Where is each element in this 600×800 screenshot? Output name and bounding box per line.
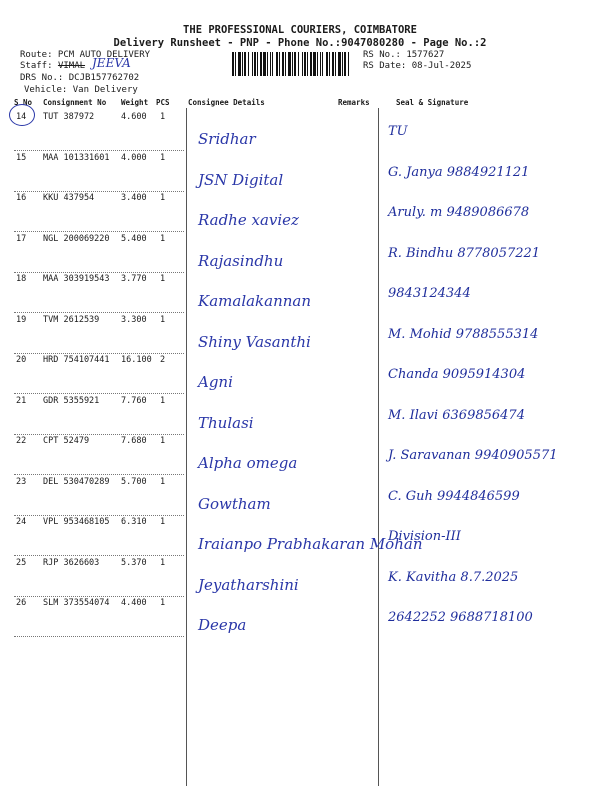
- col-header-consignee: Consignee Details: [188, 98, 265, 107]
- barcode-bar: [254, 52, 256, 76]
- cell-weight: 5.400: [121, 233, 147, 244]
- cell-weight: 4.600: [121, 112, 147, 122]
- col-header-weight: Weight: [121, 98, 149, 107]
- barcode-bar: [329, 52, 330, 76]
- row-separator: [14, 434, 184, 435]
- cell-pcs: 1: [160, 476, 166, 487]
- col-header-consignment: Consignment No: [43, 98, 107, 107]
- cell-consignment: NGL 200069220: [43, 233, 110, 244]
- signature-handwritten: Chanda 9095914304: [388, 367, 526, 382]
- signature-handwritten: C. Guh 9944846599: [388, 488, 520, 504]
- cell-sno: 22: [16, 436, 27, 446]
- cell-weight: 7.760: [121, 395, 147, 406]
- cell-consignment: GDR 5355921: [43, 395, 100, 406]
- cell-sno: 17: [16, 233, 27, 244]
- barcode-bar: [282, 52, 284, 76]
- barcode-bar: [238, 52, 241, 76]
- table-row: [0, 112, 600, 126]
- barcode-bar: [304, 52, 306, 76]
- signature-handwritten: K. Kavitha 8.7.2025: [388, 569, 519, 585]
- cell-pcs: 1: [160, 274, 166, 284]
- cell-sno: 20: [16, 355, 27, 365]
- cell-weight: 3.400: [121, 193, 147, 203]
- signature-handwritten: M. Ilavi 6369856474: [388, 407, 525, 423]
- barcode-bar: [242, 52, 243, 76]
- barcode-bar: [326, 52, 328, 76]
- barcode-bar: [310, 52, 312, 76]
- barcode-bar: [338, 52, 341, 76]
- cell-weight: 3.300: [121, 314, 147, 325]
- cell-weight: 3.770: [121, 274, 147, 284]
- barcode: [232, 52, 352, 76]
- barcode-bar: [257, 52, 258, 76]
- page-subtitle: Delivery Runsheet - PNP - Phone No.:9047080280 - Page No.:2: [113, 37, 487, 49]
- row-separator: [14, 353, 184, 354]
- consignee-handwritten: Iraianpo Prabhakaran Mohan: [198, 535, 423, 553]
- cell-pcs: 1: [160, 233, 166, 244]
- consignee-handwritten: JSN Digital: [198, 170, 284, 189]
- row-separator: [14, 191, 184, 192]
- col-header-sno: S No: [14, 98, 33, 107]
- col-header-remarks: Remarks: [338, 98, 370, 107]
- barcode-bar: [252, 52, 253, 76]
- cell-consignment: TVM 2612539: [43, 314, 100, 325]
- cell-sno: 18: [16, 274, 27, 284]
- barcode-bar: [335, 52, 336, 76]
- cell-sno: 14: [16, 112, 27, 122]
- consignee-handwritten: Jeyatharshini: [198, 575, 299, 594]
- barcode-bar: [348, 52, 349, 76]
- consignee-handwritten: Deepa: [198, 616, 247, 634]
- consignee-handwritten: Gowtham: [198, 494, 271, 513]
- cell-pcs: 1: [160, 436, 166, 446]
- consignee-handwritten: Sridhar: [198, 130, 256, 148]
- cell-pcs: 1: [160, 112, 166, 122]
- table-row: [0, 274, 600, 288]
- row-separator: [14, 515, 184, 516]
- barcode-bar: [302, 52, 303, 76]
- barcode-bar: [342, 52, 343, 76]
- cell-pcs: 1: [160, 598, 166, 608]
- row-separator: [14, 231, 184, 232]
- barcode-bar: [248, 52, 249, 76]
- cell-weight: 6.310: [121, 517, 147, 527]
- col-header-seal-signature: Seal & Signature: [396, 98, 469, 107]
- rs-date: RS Date: 08-Jul-2025: [363, 61, 472, 71]
- cell-sno: 25: [16, 557, 27, 568]
- barcode-bar: [272, 52, 273, 76]
- signature-handwritten: Division-III: [388, 529, 461, 544]
- cell-sno: 23: [16, 476, 27, 487]
- cell-weight: 4.400: [121, 598, 147, 608]
- staff-label: Staff:: [20, 61, 53, 71]
- cell-consignment: DEL 530470289: [43, 476, 110, 487]
- row-separator: [14, 150, 184, 151]
- barcode-bar: [298, 52, 299, 76]
- staff-handwritten-name: JEEVA: [92, 56, 131, 70]
- cell-consignment: VPL 953468105: [43, 517, 110, 527]
- barcode-bar: [267, 52, 268, 76]
- staff-struck-name: VIMAL: [57, 61, 86, 71]
- barcode-bar: [320, 52, 321, 76]
- cell-weight: 16.100: [121, 355, 152, 365]
- cell-sno: 21: [16, 395, 27, 406]
- signature-handwritten: TU: [388, 124, 408, 139]
- barcode-bar: [294, 52, 296, 76]
- consignee-handwritten: Rajasindhu: [198, 251, 284, 270]
- cell-pcs: 1: [160, 557, 166, 568]
- barcode-bar: [322, 52, 323, 76]
- barcode-bar: [260, 52, 262, 76]
- cell-pcs: 1: [160, 152, 166, 163]
- table-row: [0, 517, 600, 531]
- cell-consignment: TUT 387972: [43, 112, 95, 122]
- barcode-bar: [317, 52, 318, 76]
- signature-handwritten: M. Mohid 9788555314: [388, 326, 539, 342]
- cell-pcs: 1: [160, 193, 166, 203]
- cell-consignment: HRD 754107441: [43, 355, 110, 365]
- page-title: THE PROFESSIONAL COURIERS, COIMBATORE: [183, 24, 417, 36]
- cell-pcs: 1: [160, 517, 166, 527]
- cell-weight: 4.000: [121, 152, 147, 163]
- cell-consignment: MAA 101331601: [43, 152, 110, 163]
- cell-consignment: RJP 3626603: [43, 557, 100, 568]
- signature-handwritten: J. Saravanan 9940905571: [388, 448, 558, 463]
- barcode-bar: [244, 52, 246, 76]
- consignee-handwritten: Shiny Vasanthi: [198, 332, 311, 351]
- cell-consignment: SLM 373554074: [43, 598, 110, 608]
- barcode-bar: [285, 52, 286, 76]
- barcode-bar: [270, 52, 271, 76]
- cell-pcs: 2: [160, 355, 166, 365]
- row-separator: [14, 596, 184, 597]
- row-separator: [14, 272, 184, 273]
- cell-consignment: CPT 52479: [43, 436, 90, 446]
- barcode-bar: [279, 52, 280, 76]
- signature-handwritten: 2642252 9688718100: [388, 610, 533, 625]
- row-separator: [14, 393, 184, 394]
- cell-sno: 16: [16, 193, 27, 203]
- rs-number: RS No.: 1577627: [363, 50, 445, 60]
- row-separator: [14, 474, 184, 475]
- barcode-bar: [292, 52, 293, 76]
- cell-weight: 5.700: [121, 476, 147, 487]
- route-info: Route: PCM AUTO DELIVERY: [20, 50, 151, 60]
- barcode-bar: [235, 52, 236, 76]
- cell-weight: 7.680: [121, 436, 147, 446]
- cell-sno: 15: [16, 152, 27, 163]
- barcode-bar: [307, 52, 308, 76]
- signature-handwritten: R. Bindhu 8778057221: [388, 245, 541, 261]
- barcode-bar: [344, 52, 346, 76]
- signature-handwritten: 9843124344: [388, 286, 471, 301]
- cell-consignment: MAA 303919543: [43, 274, 110, 284]
- consignee-handwritten: Radhe xaviez: [198, 211, 299, 229]
- row-separator: [14, 312, 184, 313]
- staff-info: [20, 61, 85, 71]
- consignee-handwritten: Kamalakannan: [198, 292, 312, 310]
- col-header-pcs: PCS: [156, 98, 170, 107]
- signature-handwritten: G. Janya 9884921121: [388, 164, 530, 180]
- cell-sno: 19: [16, 314, 27, 325]
- barcode-bar: [313, 52, 316, 76]
- cell-consignment: KKU 437954: [43, 193, 95, 203]
- cell-sno: 24: [16, 517, 27, 527]
- vehicle-info: Vehicle: Van Delivery: [24, 85, 138, 95]
- barcode-bar: [232, 52, 234, 76]
- row-separator: [14, 555, 184, 556]
- cell-pcs: 1: [160, 395, 166, 406]
- consignee-handwritten: Alpha omega: [198, 454, 298, 472]
- row-separator: [14, 636, 184, 637]
- drs-info: DRS No.: DCJB157762702: [20, 73, 140, 83]
- cell-pcs: 1: [160, 314, 166, 325]
- consignee-handwritten: Thulasi: [198, 413, 254, 432]
- barcode-bar: [288, 52, 291, 76]
- cell-weight: 5.370: [121, 557, 147, 568]
- barcode-bar: [276, 52, 278, 76]
- signature-handwritten: Aruly. m 9489086678: [388, 205, 530, 220]
- barcode-bar: [263, 52, 266, 76]
- consignee-handwritten: Agni: [198, 373, 233, 391]
- barcode-bar: [332, 52, 334, 76]
- cell-sno: 26: [16, 598, 27, 608]
